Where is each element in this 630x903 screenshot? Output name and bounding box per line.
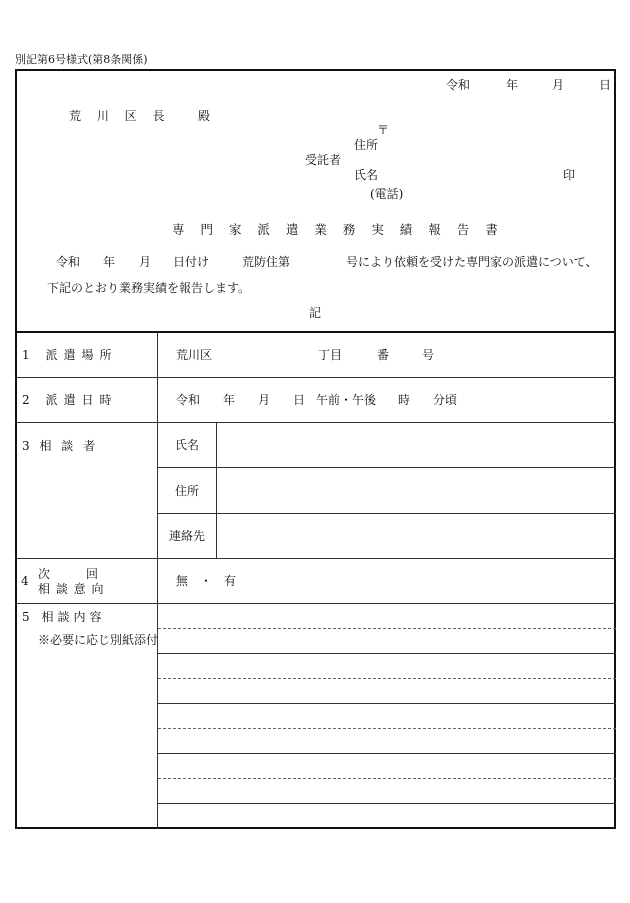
datetime-ampm: 午前・午後 bbox=[316, 393, 377, 407]
intro-dated: 日付け bbox=[173, 255, 210, 269]
datetime-era: 令和 bbox=[176, 393, 201, 407]
row5-label: 5 相談内容 bbox=[22, 610, 106, 624]
contractor-phone-label: (電話) bbox=[370, 187, 404, 201]
intro-ref-prefix: 荒防住第 bbox=[242, 255, 291, 269]
consultant-name-label: 氏名 bbox=[175, 438, 200, 452]
datetime-hour: 時 bbox=[398, 393, 411, 407]
row1-label: 1 派遣場所 bbox=[22, 348, 118, 362]
next-consult-options: 無 ・ 有 bbox=[176, 574, 237, 588]
datetime-minute: 分頃 bbox=[433, 393, 458, 407]
contractor-address-label: 住所 bbox=[354, 138, 379, 152]
row-divider bbox=[158, 467, 616, 468]
row4-number: 4 bbox=[21, 574, 29, 588]
seal-mark: 印 bbox=[563, 168, 576, 182]
contractor-role-label: 受託者 bbox=[305, 153, 342, 167]
row-divider bbox=[15, 558, 616, 559]
intro-year: 年 bbox=[103, 255, 116, 269]
addressee-honorific: 殿 bbox=[198, 109, 211, 123]
intro-month: 月 bbox=[139, 255, 152, 269]
content-line bbox=[158, 628, 616, 629]
report-title: 専 門 家 派 遣 業 務 実 績 報 告 書 bbox=[172, 222, 504, 237]
row-divider bbox=[15, 377, 616, 378]
form-frame bbox=[15, 69, 616, 829]
date-day: 日 bbox=[599, 78, 612, 92]
row-divider bbox=[15, 422, 616, 423]
place-ban: 番 bbox=[377, 348, 390, 362]
date-month: 月 bbox=[552, 78, 565, 92]
datetime-month: 月 bbox=[258, 393, 271, 407]
content-line bbox=[158, 653, 616, 654]
place-ward: 荒川区 bbox=[176, 348, 213, 362]
ki-heading: 記 bbox=[309, 306, 322, 320]
intro-line2: 下記のとおり業務実績を報告します。 bbox=[47, 281, 251, 295]
content-line bbox=[158, 778, 616, 779]
row-divider bbox=[15, 603, 616, 604]
place-chome: 丁目 bbox=[318, 348, 343, 362]
datetime-year: 年 bbox=[223, 393, 236, 407]
row2-label: 2 派遣日時 bbox=[22, 393, 118, 407]
contractor-name-label: 氏名 bbox=[354, 168, 379, 182]
addressee-name: 荒 川 区 長 bbox=[69, 109, 171, 123]
label-column-divider bbox=[157, 332, 158, 829]
row3-label: 3 相 談 者 bbox=[22, 439, 99, 453]
consultant-address-label: 住所 bbox=[175, 484, 200, 498]
content-line bbox=[158, 728, 616, 729]
intro-era: 令和 bbox=[56, 255, 81, 269]
content-note: ※必要に応じ別紙添付 bbox=[38, 633, 159, 647]
form-reference: 別記第6号様式(第8条関係) bbox=[15, 53, 148, 66]
table-top-line bbox=[15, 331, 616, 333]
date-year: 年 bbox=[506, 78, 519, 92]
content-line bbox=[158, 678, 616, 679]
consultant-subcolumn-divider bbox=[216, 422, 217, 558]
datetime-day: 日 bbox=[293, 393, 306, 407]
row4-line1: 次 回 bbox=[38, 567, 99, 581]
intro-sentence-tail: 号により依頼を受けた専門家の派遣について、 bbox=[346, 255, 598, 269]
row-divider bbox=[158, 513, 616, 514]
content-line bbox=[158, 803, 616, 804]
date-era: 令和 bbox=[446, 78, 471, 92]
place-go: 号 bbox=[422, 348, 435, 362]
content-line bbox=[158, 753, 616, 754]
content-line bbox=[158, 703, 616, 704]
row4-line2: 相 談 意 向 bbox=[38, 582, 105, 596]
consultant-contact-label: 連絡先 bbox=[169, 529, 206, 543]
postal-mark: 〒 bbox=[377, 123, 390, 137]
